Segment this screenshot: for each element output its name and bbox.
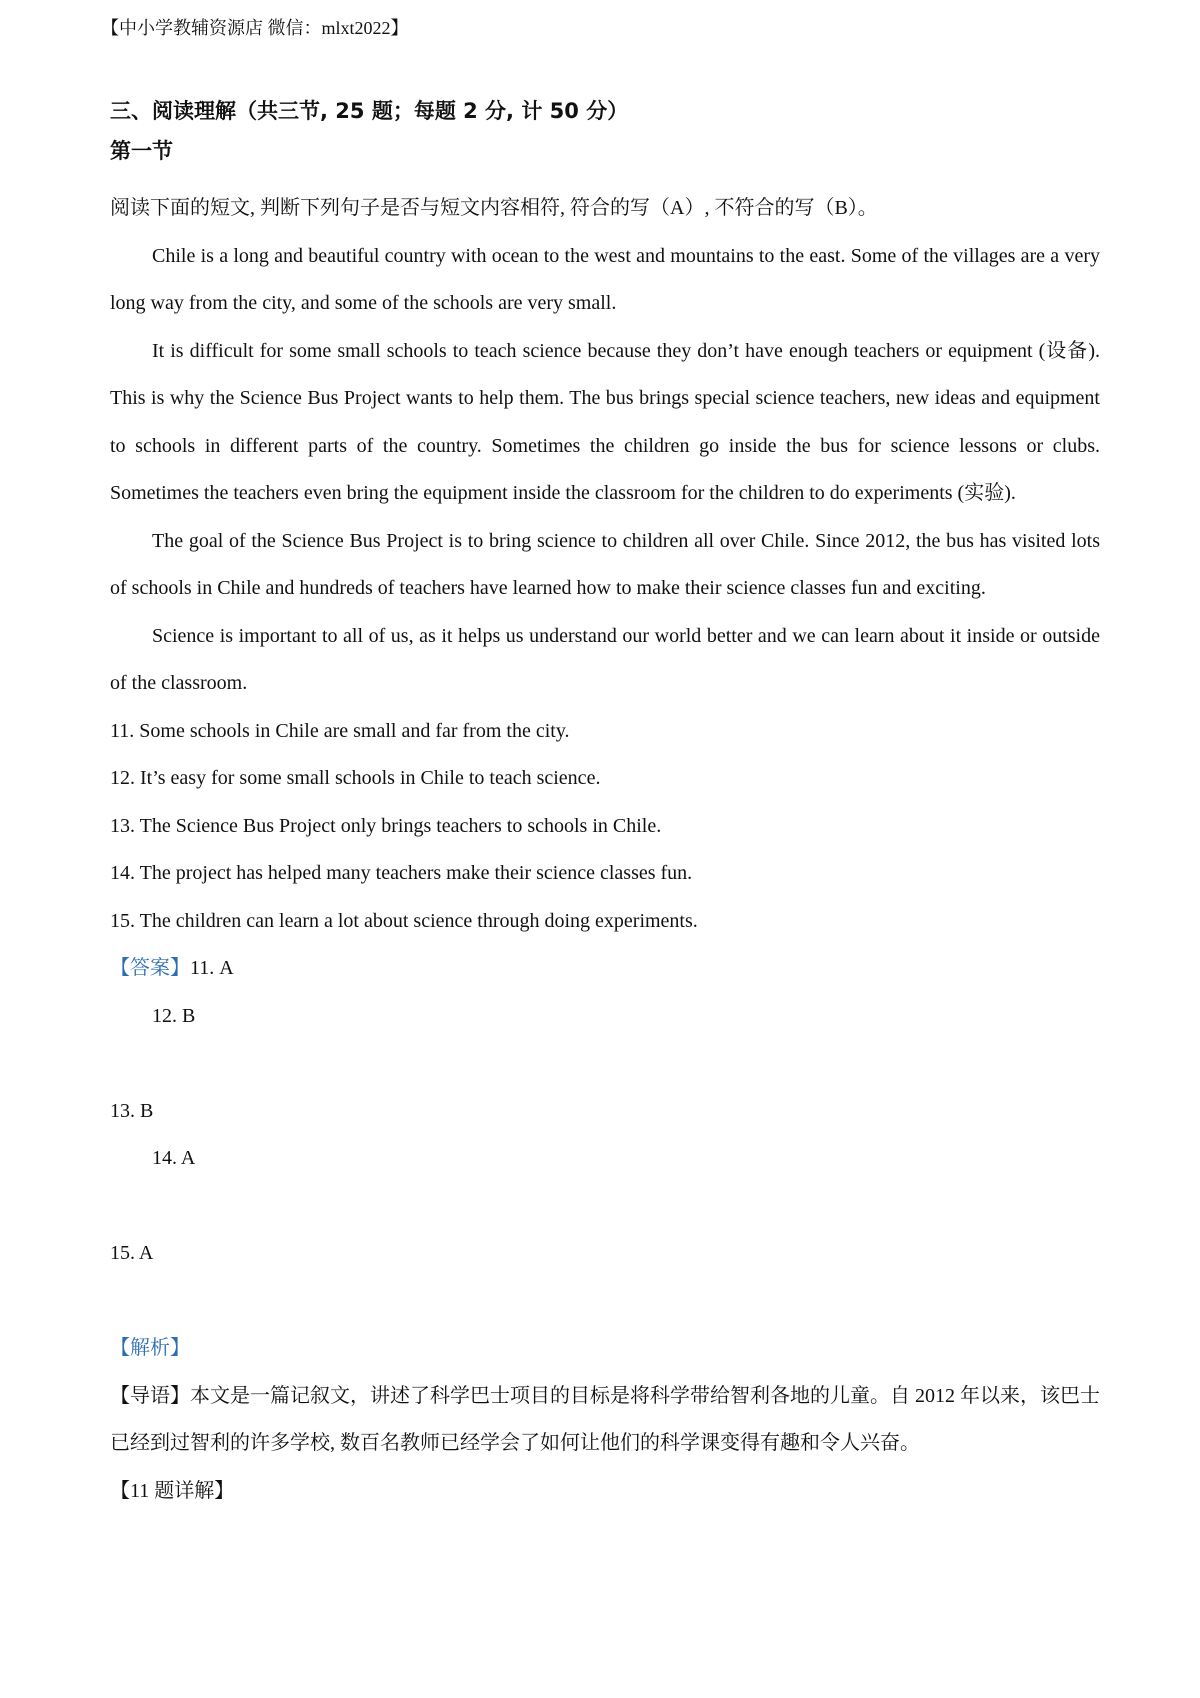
answer-label: 【答案】 [110, 957, 190, 979]
guide-paragraph [110, 1373, 1100, 1468]
detail-label: 【11 题详解】 [110, 1479, 235, 1502]
guide-label: 【导语】 [110, 1384, 190, 1407]
analysis-heading [110, 1325, 1100, 1373]
passage-paragraph-1: Chile is a long and beautiful country with ocean to the west and mountains to the east. Some of the villages are a very long way from the city, and some of the schools are very small. [110, 244, 1100, 314]
spacer [110, 1278, 1100, 1326]
question-12: 12. It’s easy for some small schools in Chile to teach science. [110, 767, 601, 789]
question-13: 13. The Science Bus Project only brings teachers to schools in Chile. [110, 814, 662, 837]
passage-paragraph-2: It is difficult for some small schools to teach science because they don’t have enough teachers or equipment (设备). This is why the Science Bus Project wants to help them. The bus brings special science teachers, new ideas and equipment to schools in different parts of the country. Sometimes the children go inside the bus for science lessons or clubs. Sometimes the teachers even bring the equipment inside the classroom for the children to do experiments (实验). [110, 339, 1100, 504]
instructions: 阅读下面的短文, 判断下列句子是否与短文内容相符, 符合的写（A）, 不符合的写（B）。 [110, 197, 878, 219]
spacer [110, 1040, 1100, 1088]
answer-13: 13. B [110, 1099, 154, 1122]
section-title: 三、阅读理解（共三节, 25 题；每题 2 分, 计 50 分） [110, 99, 629, 123]
analysis-label: 【解析】 [110, 1337, 190, 1359]
answer-14: 14. A [152, 1147, 196, 1169]
answer-12: 12. B [152, 1004, 196, 1027]
subsection-title: 第一节 [110, 139, 173, 163]
answer-row-1 [110, 945, 1100, 993]
guide-text: 本文是一篇记叙文，讲述了科学巴士项目的目标是将科学带给智利各地的儿童。自 2012 年以来，该巴士已经到过智利的许多学校, 数百名教师已经学会了如何让他们的科学课变得有趣和令人兴奋。 [110, 1384, 1100, 1454]
question-14: 14. The project has helped many teachers make their science classes fun. [110, 862, 693, 884]
question-11: 11. Some schools in Chile are small and far from the city. [110, 719, 570, 742]
header-note: 【中小学教辅资源店 微信：mlxt2022】 [101, 18, 409, 38]
passage-paragraph-3: The goal of the Science Bus Project is to bring science to children all over Chile. Since 2012, the bus has visited lots of schools in Chile and hundreds of teachers have learned how to make their science classes fun and exciting. [110, 529, 1100, 599]
answer-11: 11. A [190, 957, 234, 979]
spacer [110, 1183, 1100, 1231]
passage-paragraph-4: Science is important to all of us, as it helps us understand our world better and we can learn about it inside or outside of the classroom. [110, 624, 1100, 694]
content [110, 97, 1100, 1515]
question-15: 15. The children can learn a lot about science through doing experiments. [110, 909, 698, 932]
answer-15: 15. A [110, 1242, 154, 1264]
